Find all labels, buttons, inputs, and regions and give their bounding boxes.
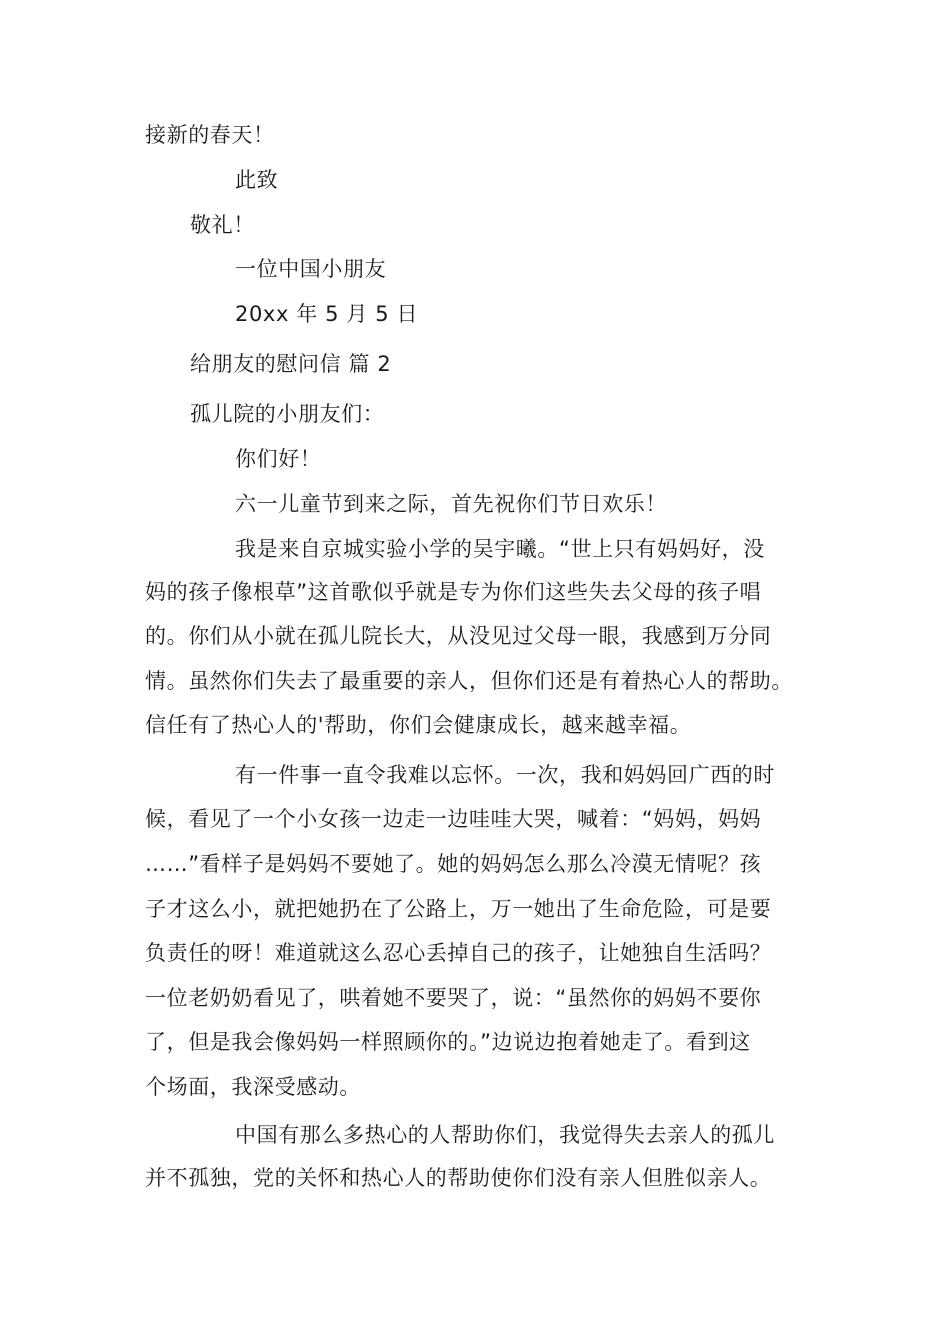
text-line: 接新的春天！ bbox=[145, 123, 275, 147]
signature-line: 一位中国小朋友 bbox=[235, 257, 387, 281]
text-line: 中国有那么多热心的人帮助你们，我觉得失去亲人的孤儿 bbox=[235, 1123, 775, 1147]
text-line: 我是来自京城实验小学的吴宇曦。“世上只有妈妈好，没 bbox=[235, 537, 765, 561]
text-line: 候，看见了一个小女孩一边走一边哇哇大哭，喊着：“妈妈，妈妈 bbox=[145, 807, 762, 831]
text-line: 并不孤独，党的关怀和热心人的帮助使你们没有亲人但胜似亲人。 bbox=[145, 1166, 772, 1190]
text-line: 六一儿童节到来之际，首先祝你们节日欢乐！ bbox=[235, 492, 667, 516]
salutation-line: 孤儿院的小朋友们： bbox=[190, 402, 385, 426]
text-line: 妈的孩子像根草”这首歌似乎就是专为你们这些失去父母的孩子唱 bbox=[145, 580, 762, 604]
text-line: 个场面，我深受感动。 bbox=[145, 1075, 361, 1099]
text-line: 负责任的呀！难道就这么忍心丢掉自己的孩子，让她独自生活吗？ bbox=[145, 941, 772, 965]
section-title: 给朋友的慰问信 篇 2 bbox=[190, 352, 392, 376]
greeting-line: 你们好！ bbox=[235, 447, 322, 471]
text-line: 了，但是我会像妈妈一样照顾你的。”边说边抱着她走了。看到这 bbox=[145, 1030, 751, 1054]
text-line: 情。虽然你们失去了最重要的亲人，但你们还是有着热心人的帮助。 bbox=[145, 669, 793, 693]
closing-line: 此致 bbox=[235, 168, 279, 192]
text-line: 一位老奶奶看见了，哄着她不要哭了，说：“虽然你的妈妈不要你 bbox=[145, 986, 762, 1010]
text-line: 的。你们从小就在孤儿院长大，从没见过父母一眼，我感到万分同 bbox=[145, 624, 772, 648]
date-line: 20xx 年 5 月 5 日 bbox=[235, 302, 419, 326]
text-line: ……”看样子是妈妈不要她了。她的妈妈怎么那么冷漠无情呢？孩 bbox=[145, 852, 762, 876]
text-line: 信任有了热心人的'帮助，你们会健康成长，越来越幸福。 bbox=[145, 713, 692, 737]
text-line: 子才这么小，就把她扔在了公路上，万一她出了生命危险，可是要 bbox=[145, 897, 772, 921]
text-line: 有一件事一直令我难以忘怀。一次，我和妈妈回广西的时 bbox=[235, 763, 775, 787]
salute-line: 敬礼！ bbox=[190, 213, 255, 237]
